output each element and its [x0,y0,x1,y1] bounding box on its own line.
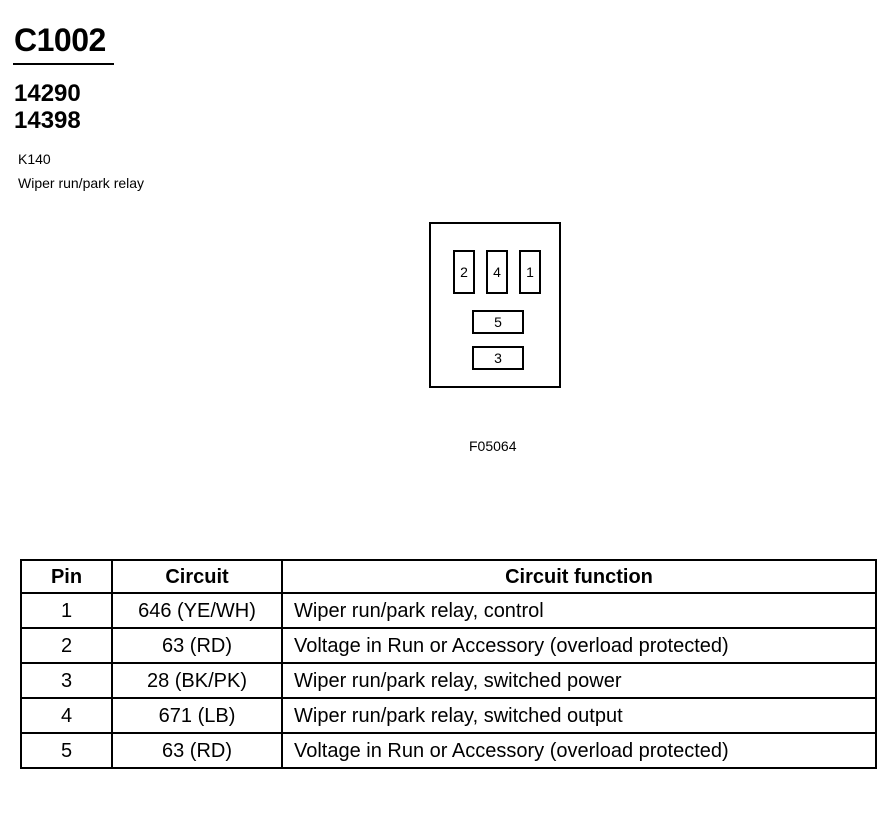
cell-pin: 2 [21,628,112,663]
pin-slot-2: 2 [453,250,475,294]
cell-circuit: 646 (YE/WH) [112,593,282,628]
header-circuit: Circuit [112,560,282,593]
pin-slot-3: 3 [472,346,524,370]
cell-pin: 1 [21,593,112,628]
figure-code: F05064 [469,438,517,454]
cell-function: Wiper run/park relay, control [282,593,876,628]
cell-circuit: 671 (LB) [112,698,282,733]
cell-circuit: 63 (RD) [112,733,282,768]
pin-table [20,559,877,769]
table-row [21,628,876,663]
cell-function: Voltage in Run or Accessory (overload protected) [282,733,876,768]
cell-circuit: 28 (BK/PK) [112,663,282,698]
cell-pin: 4 [21,698,112,733]
cell-function: Wiper run/park relay, switched output [282,698,876,733]
header-circuit-function: Circuit function [282,560,876,593]
cell-pin: 3 [21,663,112,698]
table-row [21,593,876,628]
cell-pin: 5 [21,733,112,768]
component-ref: K140 [18,151,51,167]
component-name: Wiper run/park relay [18,175,145,191]
table-row [21,663,876,698]
cell-function: Wiper run/park relay, switched power [282,663,876,698]
connector-face-diagram [429,222,561,388]
table-header-row [21,560,876,593]
part-number-1: 14290 [14,80,81,107]
header-pin: Pin [21,560,112,593]
pin-slot-5: 5 [472,310,524,334]
pin-slot-4: 4 [486,250,508,294]
cell-circuit: 63 (RD) [112,628,282,663]
cell-function: Voltage in Run or Accessory (overload protected) [282,628,876,663]
connector-id: C1002 [14,22,106,58]
pin-slot-1: 1 [519,250,541,294]
table-row [21,733,876,768]
table-row [21,698,876,733]
connector-id-underline [13,63,114,65]
part-number-2: 14398 [14,107,81,134]
